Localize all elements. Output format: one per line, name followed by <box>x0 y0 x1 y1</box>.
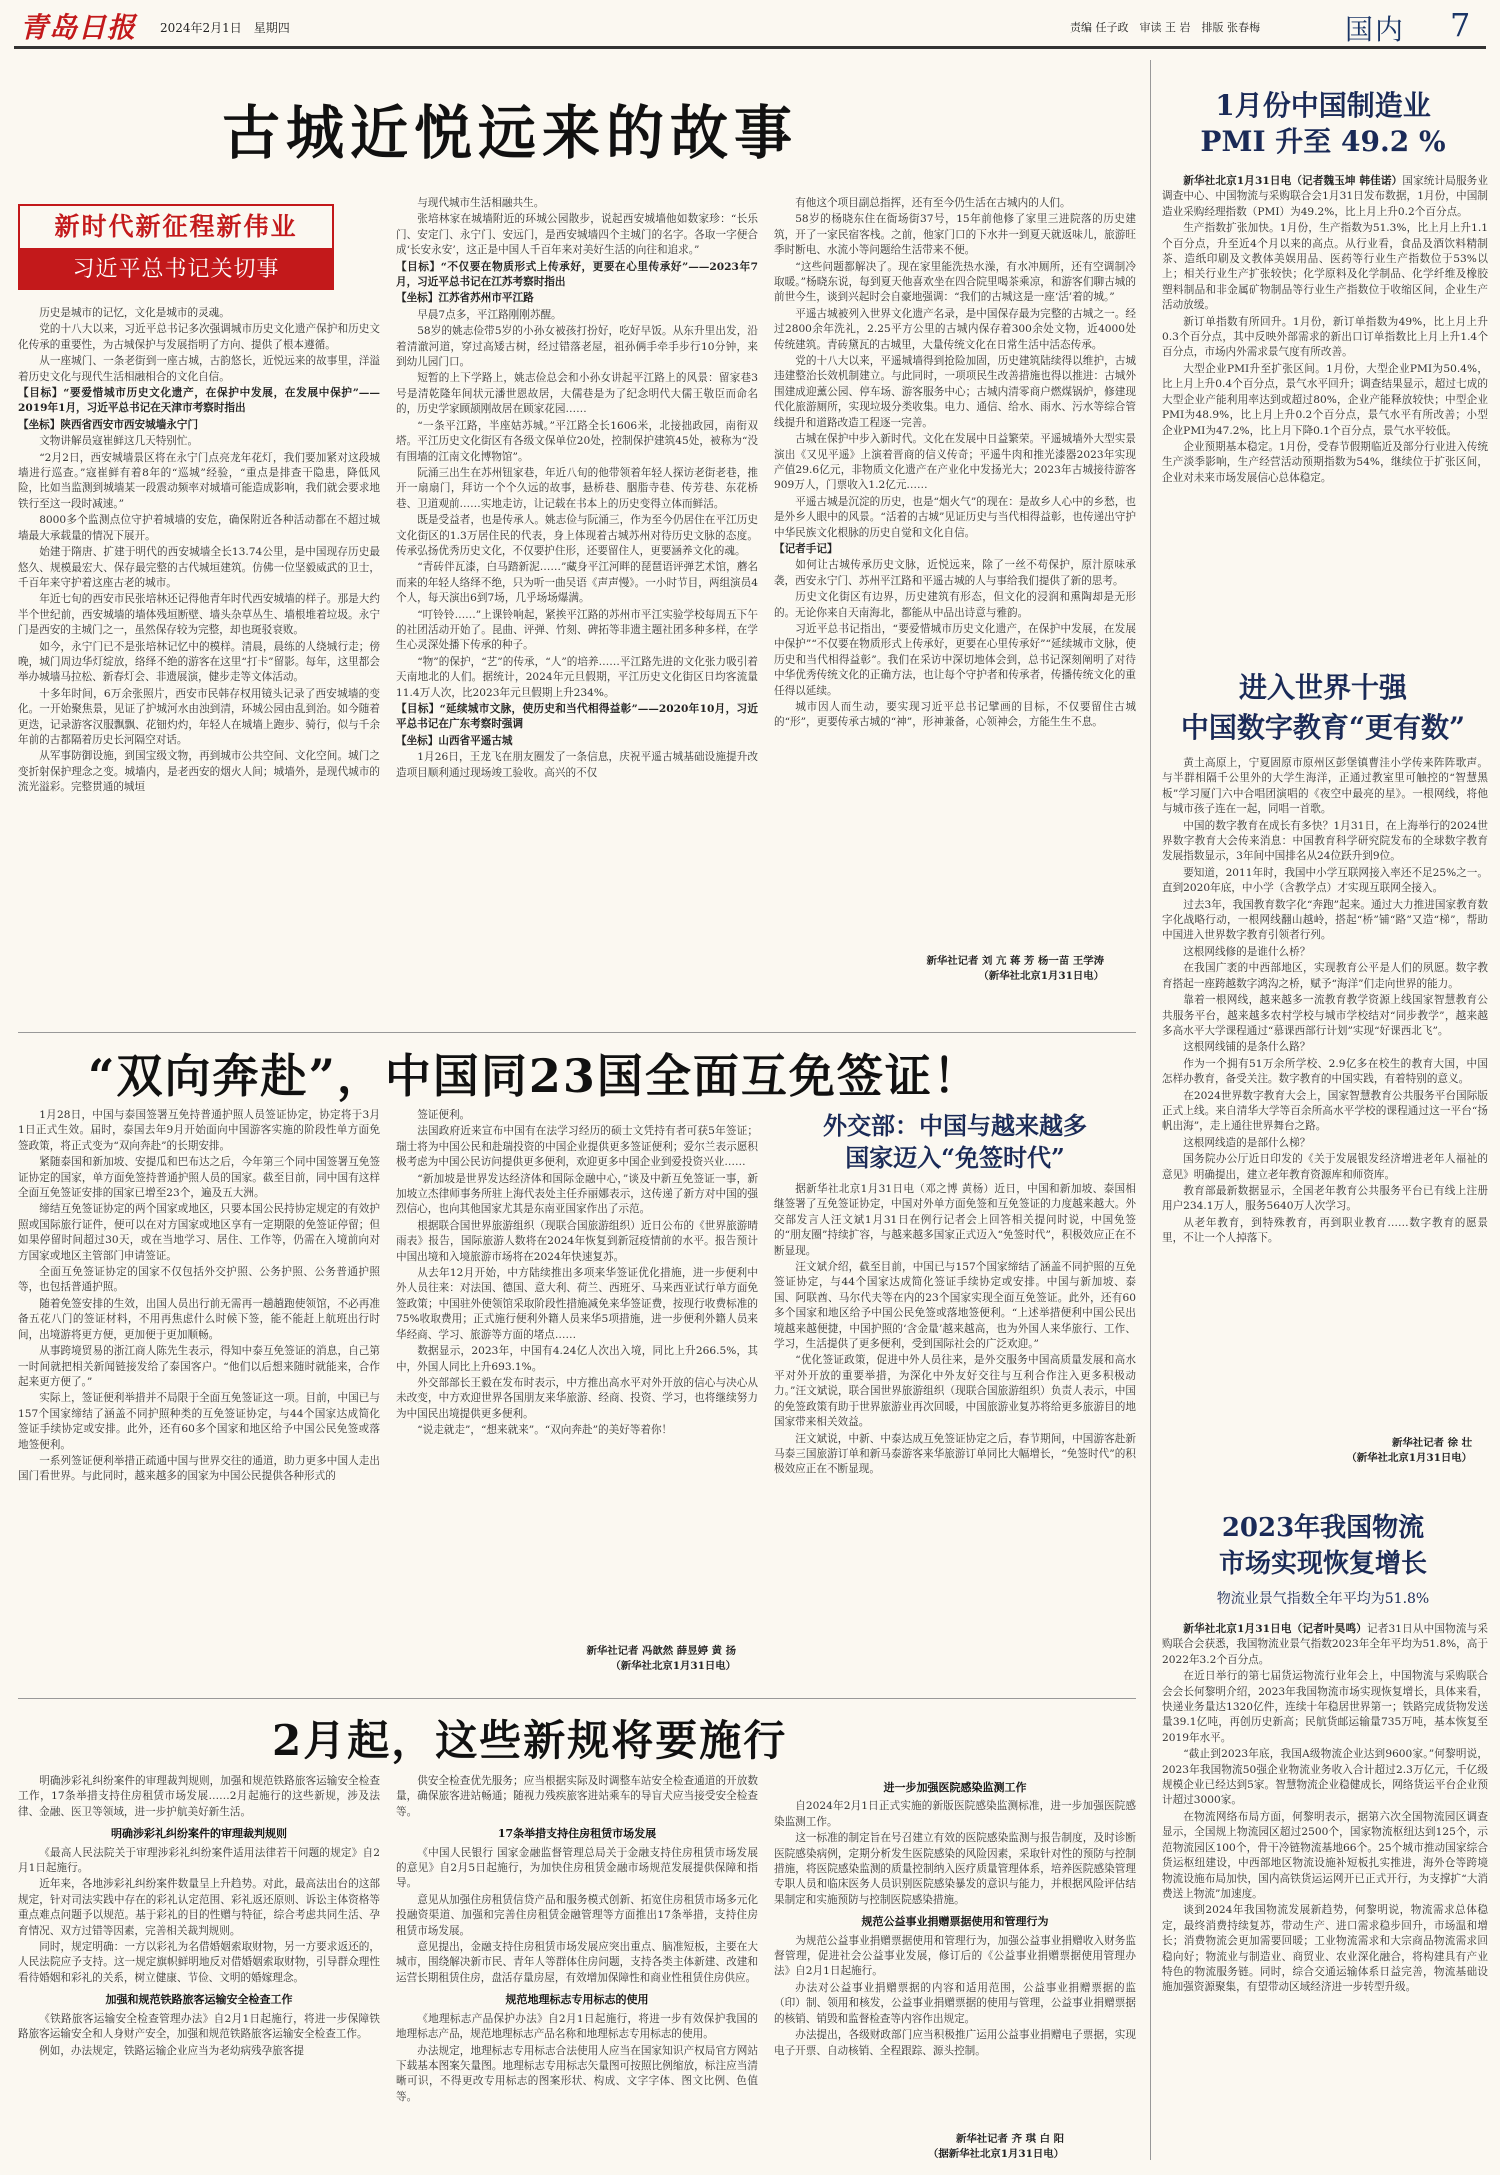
paragraph: “优化签证政策，促进中外人员往来，是外交服务中国高质量发展和高水平对外开放的重要举措，为深化中外友好交往与互利合作注入更多积极动力。”汪文斌说，联合国世界旅游组织（现联合国旅游组织）负责人表示，中国的免签政策有助于世界旅游业再次回暖，中国旅游业复苏将给更多旅游目的地国家带来相关效益。 <box>774 1354 1136 1429</box>
paragraph: 例如，办法规定，铁路运输企业应当为老幼病残孕旅客提 <box>39 2044 305 2057</box>
page-number: 7 <box>1450 6 1471 44</box>
paragraph: 签证便利。 <box>417 1109 471 1121</box>
paragraph: 黄土高原上，宁夏固原市原州区彭堡镇曹洼小学传来阵阵歌声。与半群相隔千公里外的大学生海洋，正通过教室里可触控的“智慧黑板”学习厦门六中合唱团演唱的《夜空中最亮的星》。一根网线，将他与城市孩子连在一起，同唱一首歌。 <box>1162 757 1488 816</box>
pmi-title-line1: 1月份中国制造业 <box>1215 89 1431 122</box>
paragraph: 有他这个项目副总指挥，还有至今仍生活在古城内的人们。 <box>795 197 1071 209</box>
subheading: 规范公益事业捐赠票据使用和管理行为 <box>861 1915 1049 1929</box>
paragraph: 近年来，各地涉彩礼纠纷案件数量呈上升趋势。对此，最高法出台的这部规定，针对司法实践中存在的彩礼认定范围、彩礼返还原则、诉讼主体资格等重点难点问题予以规范。基于彩礼的目的性赠与特征，综合考虑共同生活、孕育情况、双方过错等因素，完善相关裁判规则。 <box>18 1878 380 1937</box>
paragraph: 汪文斌介绍，截至目前，中国已与157个国家缔结了涵盖不同护照的互免签证协定，与44个国家达成简化签证手续协定或安排。中国与新加坡、泰国、阿联酋、马尔代夫等在内的23个国家实现全面互免签证。此外，还有60多个国家和地区给予中国公民免签或落地签便利。“上述举措便利中国公民出境越来越便捷，中国护照的‘含金量’越来越高，也为外国人来华旅行、工作、学习，生活提供了更多便利，受到国际社会的广泛欢迎。” <box>774 1261 1136 1351</box>
visa-column-1 <box>18 1108 380 1688</box>
rules-column-1 <box>18 1774 380 2169</box>
paragraph: 在物流网络布局方面，何黎明表示，据第六次全国物流园区调查显示，全国规上物流园区超过2500个，国家物流枢纽达到125个，示范物流园区100个，骨干冷链物流基地66个。25个城市推动国家综合货运枢纽建设，中西部地区物流设施补短板扎实推进，海外仓等跨境物流设施布局加快，国内高铁货运运网开已正式开行，为支撑扩“大消费送上物流”加速度。 <box>1162 1810 1488 1900</box>
paragraph: 法国政府近来宣布中国有在法学习经历的硕士文凭持有者可获5年签证；瑞士将为中国公民和赴瑞投资的中国企业提供更多签证便利；爱尔兰表示愿积极考虑为中国公民访问提供更多便利，欢迎更多中国企业到爱投资兴业…… <box>396 1125 758 1169</box>
pmi-title-line2: PMI 升至 49.2 % <box>1200 125 1446 158</box>
paragraph: 明确涉彩礼纠纷案件的审理裁判规则，加强和规范铁路旅客运输安全检查工作，17条举措支持住房租赁市场发展……2月起施行的这些新规，涉及法律、金融、医卫等领域，进一步护航美好新生活。 <box>18 1775 380 1818</box>
paragraph: 平遥古城是沉淀的历史，也是“烟火气”的现在：是故乡人心中的乡愁，也是外乡人眼中的风景。“活着的古城”见证历史与当代相得益彰，也传递出守护中华民族文化根脉的历史自觉和文化自信。 <box>774 495 1136 539</box>
visa-byline-names: 新华社记者 冯歆然 薛昱婷 黄 扬 <box>586 1645 736 1657</box>
subheading: 规范地理标志专用标志的使用 <box>505 1993 649 2007</box>
paragraph: 为规范公益事业捐赠票据使用和管理行为，加强公益事业捐赠收入财务监督管理，促进社会公益事业发展，修订后的《公益事业捐赠票据使用管理办法》自2月1日起施行。 <box>774 1934 1136 1978</box>
paragraph: 在近日举行的第七届货运物流行业年会上，中国物流与采购联合会会长何黎明介绍，2023年我国物流市场实现恢复增长，具体来看，快递业务量达1320亿件，连续十年稳居世界第一；铁路完成货物发送量39.1亿吨，再创历史新高；民航货邮运输量735万吨，基本恢复至2019年水平。 <box>1162 1670 1488 1744</box>
visa-subtitle-line1: 外交部：中国与越来越多 <box>823 1111 1087 1140</box>
paragraph: 随着免签安排的生效，出国人员出行前无需再一趟趟跑使领馆，不必再准备五花八门的签证材料，不用再焦虑什么时候下签，能不能赶上航班出行时间，出境游将更方便，更加便于更加顺畅。 <box>18 1297 380 1341</box>
paragraph: 外交部部长王毅在发布时表示，中方推出高水平对外开放的信心与决心从未改变，中方欢迎世界各国朋友来华旅游、经商、投资、学习，也将继续努力为中国民出境提供更多便利。 <box>396 1376 758 1420</box>
visa-byline-dateline: （新华社北京1月31日电） <box>610 1660 736 1672</box>
paragraph: 从老年教育，到特殊教育，再到职业教育……数字教育的愿景里，不让一个人掉落下。 <box>1162 1216 1488 1245</box>
paragraph: 这根网线修的是谁什么桥？ <box>1183 945 1311 958</box>
paragraph: 【坐标】山西省平遥古城 <box>396 734 513 747</box>
paragraph: 靠着一根网线，越来越多一流教育教学资源上线国家智慧教育公共服务平台，越来越多农村学校与城市学校结对“同步教学”，越来越多高水平大学课程通过“慕课西部行计划”实现“好课西北飞”。 <box>1162 994 1488 1037</box>
paragraph: 【目标】“要爱惜城市历史文化遗产，在保护中发展，在发展中保护”——2019年1月，习近平总书记在天津市考察时指出 <box>18 387 380 415</box>
edu-title <box>1158 668 1488 748</box>
lead-byline-dateline: （新华社北京1月31日电） <box>978 970 1104 982</box>
paragraph: 阮涌三出生在苏州钮家巷，年近八旬的他带领着年轻人探访老街老巷，推开一扇扇门，拜访一个个久远的故事，悬桥巷、胭脂寺巷、传芳巷、东花桥巷、卫道观前……实地走访，让记载在书本上的历史变得立体而鲜活。 <box>396 466 758 510</box>
paragraph: 1月28日，中国与泰国签署互免持普通护照人员签证协定，协定将于3月1日正式生效。届时，泰国去年9月开始面向中国游客实施的阶段性单方面免签政策，将正式变为“双向奔赴”的长期安排。 <box>18 1109 380 1152</box>
banner-bottom: 习近平总书记关切事 <box>18 250 334 290</box>
subheading: 进一步加强医院感染监测工作 <box>883 1781 1027 1794</box>
editor-line: 责编 任子政 审读 王 岩 排版 张春梅 <box>1070 21 1260 34</box>
paragraph: 从事跨境贸易的浙江商人陈先生表示，得知中泰互免签证的消息，自己第一时间就把相关新闻链接发给了泰国客户。“他们以后想来随时就能来，合作起来更方便了。” <box>18 1345 380 1388</box>
series-banner <box>18 204 334 294</box>
paragraph: 缔结互免签证协定的两个国家或地区，只要本国公民持协定规定的有效护照或国际旅行证件，便可以在对方国家或地区享有一定期限的免签证停留；但如果停留时间超过30天，或在当地学习、居住、工作等，仍需在入境前向对方国家或地区主管部门申请签证。 <box>18 1203 380 1262</box>
paragraph: 1月26日，王龙飞在朋友圈发了一条信息，庆祝平遥古城基础设施提升改造项目顺利通过现场竣工验收。高兴的不仅 <box>396 751 758 779</box>
paragraph: 据新华社北京1月31日电（邓之博 黄杨）近日，中国和新加坡、泰国相继签署了互免签证协定，中国对外单方面免签和互免签证的力度越来越大。外交部发言人汪文斌1月31日在例行记者会上回答相关提问时说，中国免签的“朋友圈”持续扩容，与越来越多国家正式迈入“免签时代”，积极效应正在不断显现。 <box>774 1183 1136 1257</box>
paragraph: 生产指数扩张加快。1月份，生产指数为51.3%，比上月上升1.1个百分点，升至近4个月以来的高点。从行业看，食品及酒饮料精制茶、造纸印刷及文教体美娱用品、医药等行业生产指数位于53%以上；相关行业生产扩张较快；化学原料及化学制品、化学纤维及橡胶塑料制品和非金属矿物制品等行业生产指数位于收缩区间，企业生产活动放缓。 <box>1162 222 1488 312</box>
paragraph: 办法规定，地理标志专用标志合法使用人应当在国家知识产权局官方网站下载基本图案矢量图。地理标志专用标志矢量图可按照比例缩放，标注应当清晰可识，不得更改专用标志的图案形状、构成、文字字体、图文比例、色值等。 <box>396 2044 758 2103</box>
paragraph: 过去3年，我国教育数字化“奔跑”起来。通过大力推进国家教育数字化战略行动，一根网线翻山越岭，搭起“桥”铺“路”又造“梯”，帮助中国进入世界数字教育引领者行列。 <box>1162 898 1488 942</box>
pmi-body <box>1162 174 1488 684</box>
paragraph: 早晨7点多，平江路刚刚苏醒。 <box>417 308 562 321</box>
paragraph: 教育部最新数据显示，全国老年教育公共服务平台已有线上注册用户234.1万人，服务5640万人次学习。 <box>1162 1184 1488 1213</box>
paragraph: 十多年时间，6万余张照片，西安市民韩存权用镜头记录了西安城墙的变化。一开始聚焦景，见证了护城河水由浊到清，环城公园由乱到治。如今随着更迭，记录游客汉服飘飘、花钿灼灼，年轻人在城墙上跑步、骑行，似与千余年前的古都隔着历史长河隔空对话。 <box>18 687 380 746</box>
rules-title: 2月起，这些新规将要施行 <box>272 1716 788 1765</box>
paragraph: 【目标】“不仅要在物质形式上传承好，更要在心里传承好”——2023年7月，习近平总书记在江苏考察时指出 <box>396 260 758 289</box>
paragraph: 数据显示，2023年，中国有4.24亿人次出入境，同比上升266.5%，其中，外国人同比上升693.1%。 <box>396 1345 758 1373</box>
paragraph: 《铁路旅客运输安全检查管理办法》自2月1日起施行，将进一步保障铁路旅客运输安全和人身财产安全，加强和规范铁路旅客运输安全检查工作。 <box>18 2012 380 2041</box>
lead-byline-names: 新华社记者 刘 亢 蒋 芳 杨一苗 王学涛 <box>926 955 1104 967</box>
logistics-body <box>1162 1622 1488 2167</box>
rules-byline-names: 新华社记者 齐 琪 白 阳 <box>956 2133 1064 2145</box>
paragraph-text: 国家统计局服务业调查中心、中国物流与采购联合会1月31日发布数据，1月份，中国制造业采购经理指数（PMI）为49.2%，比上月上升0.2个百分点。 <box>1162 175 1488 218</box>
paragraph: 如今，永宁门已不是张培林记忆中的模样。清晨，晨练的人绕城行走；傍晚，城门周边华灯绽放，络绎不绝的游客在这里“打卡”留影。每年，这里都会举办城墙马拉松、新春灯会、非遗展演，健步走等文体活动。 <box>18 640 380 684</box>
paragraph: 汪文斌说，中新、中泰达成互免签证协定之后，春节期间，中国游客赴新马泰三国旅游订单和新马泰游客来华旅游订单同比大幅增长，“免签时代”的积极效应正在不断显现。 <box>774 1432 1136 1476</box>
paragraph: 城市因人而生动，要实现习近平总书记擘画的目标，不仅要留住古城的“形”，更要传承古城的“神”，形神兼备，心领神会，方能生生不息。 <box>774 701 1136 729</box>
rules-column-3 <box>774 1774 1136 2134</box>
rules-rule-top <box>18 1698 1136 1699</box>
paragraph: 如何让古城传承历史文脉，近悦远来，除了一丝不苟保护，原汁原味承袭，西安永宁门、苏州平江路和平遥古城的人与事给我们提供了新的思考。 <box>774 559 1136 587</box>
lead-column-2 <box>396 196 758 1016</box>
rules-column-2 <box>396 1774 758 2169</box>
paragraph: 【坐标】陕西省西安市西安城墙永宁门 <box>18 418 199 431</box>
paragraph: 历史文化街区有边界，历史建筑有形态，但文化的浸润和熏陶却是无形的。无论你来自天南海北，都能从中品出诗意与雅韵。 <box>774 591 1136 619</box>
paragraph: 办法提出，各级财政部门应当积极推广运用公益事业捐赠电子票据，实现电子开票、自动核销、全程跟踪、源头控制。 <box>774 2029 1136 2057</box>
logistics-lead: 新华社北京1月31日电（记者叶昊鸣） <box>1183 1623 1367 1635</box>
visa-subtitle-line2: 国家迈入“免签时代” <box>845 1143 1065 1172</box>
edu-title-line1: 进入世界十强 <box>1238 671 1407 704</box>
visa-column-2 <box>396 1108 758 1638</box>
paragraph: 短暂的上下学路上，姚志俭总会和小孙女讲起平江路上的风景：留家巷3号是清乾隆年间状元潘世恩故居，大儒巷是为了纪念明代大儒王敬臣而命名的，历史学家顾颉刚故居在顾家花园…… <box>396 372 758 416</box>
lead-title: 古城近悦远来的故事 <box>222 99 799 167</box>
paragraph: 一系列签证便利举措正疏通中国与世界交往的通道，助力更多中国人走出国门看世界。与此同时，越来越多的国家为中国公民提供各种形式的 <box>18 1454 380 1483</box>
newspaper-logo: 青岛日报 <box>20 11 137 44</box>
paragraph: 谈到2024年我国物流发展新趋势，何黎明说，物流需求总体稳定，最终消费持续复苏，带动生产、进口需求稳步回升，市场温和增长；消费物流会更加需要回暖；工业物流需求和大宗商品物流需求回稳向好；物流业与制造业、商贸业、农业深化融合，将构建具有产业特色的物流服务链。同时，综合交通运输体系日益完善，物流基础设施加强资源聚集，有望带动区域经济进一步转型升级。 <box>1162 1904 1488 1994</box>
paragraph: “说走就走”，“想来就来”。“双向奔赴”的美好等着你！ <box>417 1424 673 1437</box>
paragraph: 【坐标】江苏省苏州市平江路 <box>396 292 534 305</box>
paragraph: 习近平总书记指出，“要爱惜城市历史文化遗产，在保护中发展，在发展中保护”“不仅要在物质形式上传承好，更要在心里传承好”“延续城市文脉，使历史和当代相得益彰”。我们在采访中深切地体会到，总书记深刻阐明了对待中华优秀传统文化的正确方法，也让每个守护者和传承者，传播传统文化的重任得以延续。 <box>774 622 1136 697</box>
paragraph: 与现代城市生活相融共生。 <box>417 197 545 209</box>
paragraph: “新加坡是世界发达经济体和国际金融中心，”谈及中新互免签证一事，新加坡立杰律师事务所驻上海代表处主任乔丽娜表示，这传递了新方对中国的强烈信心，也向其他国家尤其是东南亚国家作出了示范。 <box>396 1172 758 1216</box>
paragraph: 同时，规定明确：一方以彩礼为名借婚姻索取财物，另一方要求返还的，人民法院应予支持。这一规定旗帜鲜明地反对借婚姻索取财物，引导群众理性看待婚姻和彩礼的关系，树立健康、节俭、文明的婚嫁理念。 <box>18 1941 380 1984</box>
logistics-subtitle: 物流业景气指数全年平均为51.8% <box>1216 1591 1430 1607</box>
paragraph: “叮铃铃……”上课铃响起，紧挨平江路的苏州市平江实验学校每周五下午的社团活动开始了。昆曲、评弹、竹刻、碑拓等非遗主题社团多种多样，在学生心灵深处播下传承的种子。 <box>396 608 758 652</box>
paragraph: 古城在保护中步入新时代。文化在发展中日益繁荣。平遥城墙外大型实景演出《又见平遥》上演着晋商的信义传奇；平遥牛肉和推光漆器2023年实现产值29.6亿元，非物质文化遗产在产业化中发扬光大；2023年古城接待游客909万人，门票收入1.2亿元…… <box>774 433 1136 492</box>
paragraph: 《最高人民法院关于审理涉彩礼纠纷案件适用法律若干问题的规定》自2月1日起施行。 <box>18 1846 380 1875</box>
paragraph: 国务院办公厅近日印发的《关于发展银发经济增进老年人福祉的意见》明确提出，建立老年教育资源库和师资库。 <box>1162 1153 1488 1181</box>
visa-column-3 <box>774 1182 1136 1690</box>
paragraph: 办法对公益事业捐赠票据的内容和适用范围，公益事业捐赠票据的监（印）制、领用和核发，公益事业捐赠票据的使用与管理，公益事业捐赠票据的核销、销毁和监督检查等内容作出规定。 <box>774 1981 1136 2025</box>
paragraph: 作为一个拥有51万余所学校、2.9亿多在校生的教育大国，中国怎样办教育，备受关注。数字教育的中国实践，有着特别的意义。 <box>1162 1057 1488 1086</box>
paragraph: “截止到2023年底，我国A级物流企业达到9600家。”何黎明说，2023年我国物流50强企业物流业务收入合计超过2.3万亿元，千亿级规模企业已经达到5家。智慧物流企业稳健成长，网络货运平台企业预计超过3000家。 <box>1162 1748 1488 1807</box>
paragraph: 这根网线铺的是条什么路？ <box>1183 1041 1311 1054</box>
paragraph: 始建于隋唐、扩建于明代的西安城墙全长13.74公里，是中国现存历史最悠久、规模最宏大、保存最完整的古代城垣建筑。仿佛一位坚毅威武的卫士，千百年来守护着这座古老的城市。 <box>18 546 380 589</box>
edu-byline <box>1162 1436 1472 1466</box>
paragraph: 要知道，2011年时，我国中小学互联网接入率还不足25%之一。直到2020年底，中小学（含教学点）才实现互联网全接入。 <box>1162 866 1488 895</box>
rules-byline-dateline: （据新华社北京1月31日电） <box>928 2148 1064 2160</box>
paragraph: 平遥古城被列入世界文化遗产名录，是中国保存最为完整的古城之一。经过2800余年洗礼，2.25平方公里的古城内保存着300余处文物，近4000处传统建筑。青砖黛瓦的古城里，大量传统文化在日常生活中活态传承。 <box>774 307 1136 351</box>
logistics-title <box>1158 1510 1488 1582</box>
paragraph: 中国的数字教育在成长有多快？1月31日，在上海举行的2024世界数字教育大会传来消息：中国教育科学研究院发布的全球数字教育发展指数显示，3年间中国排名从24位跃升到9位。 <box>1162 819 1488 863</box>
paragraph: 大型企业PMI升至扩张区间。1月份，大型企业PMI为50.4%，比上月上升0.4个百分点，景气水平回升；调查结果显示，超过七成的大型企业产能利用率达到或超过80%，企业产能释放较快；中型企业PMI为48.9%，比上月上升0.2个百分点，景气水平有所改善；小型企业PMI为47.2%，比上月下降0.1个百分点，景气水平较低。 <box>1162 362 1488 437</box>
banner-top: 新时代新征程新伟业 <box>18 204 334 250</box>
paragraph: 这根网线造的是部什么梯？ <box>1183 1136 1311 1149</box>
edu-body <box>1162 756 1488 1436</box>
pmi-title <box>1158 88 1488 160</box>
paragraph: 全面互免签证协定的国家不仅包括外交护照、公务护照、公务普通护照等，也包括普通护照。 <box>18 1266 380 1294</box>
subheading: 加强和规范铁路旅客运输安全检查工作 <box>105 1993 293 2007</box>
paragraph: 供安全检查优先服务；应当根据实际及时调整车站安全检查通道的开放数量，确保旅客进站畅通；随视力残疾旅客进站乘车的导盲犬应当接受安全检查等。 <box>396 1775 758 1818</box>
paragraph: 这一标准的制定旨在号召建立有效的医院感染监测与报告制度，及时诊断医院感染病例，定期分析发生医院感染的风险因素，采取针对性的预防与控制措施，将医院感染监测的质量控制纳入医疗质量管理体系，培养医院感染管理专职人员和临床医务人员识别医院感染暴发的意识与能力，并根据风险评估结果制定和实施预防与控制医院感染措施。 <box>774 1832 1136 1906</box>
lead-column-3 <box>774 196 1136 956</box>
paragraph: 8000多个监测点位守护着城墙的安危，确保附近各种活动都在不超过城墙最大承载量的情况下展开。 <box>18 514 380 542</box>
visa-rule-top <box>18 1032 1136 1033</box>
lead-byline <box>774 954 1104 984</box>
paragraph: 党的十八大以来，习近平总书记多次强调城市历史文化遗产保护和历史文化传承的重要性，为古城保护与发展指明了方向、提供了根本遵循。 <box>18 323 380 351</box>
paragraph: 从军事防御设施，到国宝级文物，再到城市公共空间、文化空间。城门之变折射保护理念之变。城墙内，是老西安的烟火人间；城墙外，是现代城市的流光溢彩。完整贯通的城垣 <box>18 750 380 794</box>
paragraph: 意见从加强住房租赁信贷产品和服务模式创新、拓宽住房租赁市场多元化投融资渠道、加强和完善住房租赁金融管理等方面推出17条举措，支持住房租赁市场发展。 <box>396 1893 758 1937</box>
paragraph: 新订单指数有所回升。1月份，新订单指数为49%，比上月上升0.3个百分点，其中反映外部需求的新出口订单指数比上月上升1.4个百分点，市场内外需求景气度有所改善。 <box>1162 315 1488 359</box>
paragraph: “青砖伴瓦漆，白马踏新泥……”藏身平江河畔的琵琶语评弹艺术馆，蘑名而来的年轻人络绎不绝，只为听一曲吴语《声声慢》。一小时节目，两组演员4个人，每天演出6到7场，几乎场场爆满。 <box>396 561 758 605</box>
section-name: 国内 <box>1345 13 1406 46</box>
visa-title: “双向奔赴”，中国同23国全面互免签证！ <box>88 1049 981 1103</box>
paragraph: 文物讲解员寇崔鲜这几天特别忙。 <box>39 435 199 448</box>
rules-byline <box>774 2132 1064 2162</box>
paragraph: 从去年12月开始，中方陆续推出多项来华签证优化措施，进一步便利中外人员往来：对法国、德国、意大利、荷兰、西班牙、马来西亚试行单方面免签政策；中国驻外使领馆采取阶段性措施减免来华签证费，按现行收费标准的75%收取费用；正式施行便利外籍人员来华5项措施，进一步便利外籍人员来华经商、学习、旅游等方面的堵点…… <box>396 1267 758 1341</box>
paragraph: 党的十八大以来，平遥城墙得到抢险加固，历史建筑陆续得以维护，古城违建整治长效机制建立。与此同时，一项项民生改善措施也得以推进：古城外围建成迎薰公园、停车场、游客服务中心；古城内清零商户燃煤锅炉，修建现代化旅游厕所，实现垃圾分类收集。电力、通信、给水、雨水、污水等综合管线提升和道路改造工程逐一完善。 <box>774 355 1136 429</box>
edu-byline-names: 新华社记者 徐 壮 <box>1392 1437 1472 1449</box>
paragraph: “这些问题都解决了。现在家里能洗热水澡，有水冲厕所，还有空调制冷取暖。”杨晓东说，每到夏天他喜欢坐在四合院里喝茶乘凉，和游客们聊古城的前世今生，谈到兴起时会自豪地强调：“我们的古城这是一座‘活’着的城。” <box>774 260 1136 304</box>
logistics-title-line2: 市场实现恢复增长 <box>1218 1549 1427 1579</box>
paragraph: 年近七旬的西安市民张培林还记得他青年时代西安城墙的样子。那是大约半个世纪前，西安城墙的墙体残垣断壁、墙头杂草丛生、墙根堆着垃圾。永宁门是西安的主城门之一，虽然保存较为完整，却也斑驳衰败。 <box>18 593 380 637</box>
paragraph: 在2024世界数字教育大会上，国家智慧教育公共服务平台国际版正式上线。来自清华大学等百余所高水平学校的课程通过这一平台“扬帆出海”，走上通往世界舞台之路。 <box>1162 1089 1488 1133</box>
paragraph: 企业预期基本稳定。1月份，受春节假期临近及部分行业进入传统生产淡季影响，生产经营活动预期指数为54%，继续位于扩张区间，企业对未来市场发展信心总体稳定。 <box>1162 440 1488 484</box>
paragraph: 【记者手记】 <box>774 542 838 555</box>
paragraph: 张培林家在城墙附近的环城公园散步，说起西安城墙他如数家珍：“长乐门、安定门、永宁门、安远门，是西安城墙四个主城门的名字。各取一字便合成‘长安永安’，这正是中国人千百年来对美好生活的向往和追求。” <box>396 213 758 257</box>
paragraph: 《中国人民银行 国家金融监督管理总局关于金融支持住房租赁市场发展的意见》自2月5日起施行，为加快住房租赁金融市场规范发展提供保障和指导。 <box>396 1846 758 1890</box>
pmi-lead: 新华社北京1月31日电（记者魏玉坤 韩佳诺） <box>1183 175 1403 187</box>
column-rule <box>1150 60 1151 2160</box>
edu-title-line2: 中国数字教育“更有数” <box>1180 711 1466 744</box>
paragraph: 实际上，签证便利举措并不局限于全面互免签证这一项。目前，中国已与157个国家缔结了涵盖不同护照种类的互免签证协定，与44个国家达成简化签证手续协定或安排。此外，还有60多个国家和地区给予中国公民免签或落地签便利。 <box>18 1392 380 1451</box>
paragraph: “一条平江路，半座姑苏城。”平江路全长1606米，北接拙政园，南衔双塔。平江历史文化街区有各级文保单位20处，控制保护建筑45处，被称为“没有围墙的江南文化博物馆”。 <box>396 419 758 463</box>
subheading: 明确涉彩礼纠纷案件的审理裁判规则 <box>111 1827 287 1841</box>
paragraph: 在我国广袤的中西部地区，实现教育公平是人们的夙愿。数字教育搭起一座跨越数字鸿沟之桥，赋予“海洋”们走向世界的能力。 <box>1162 962 1488 990</box>
paragraph: “2月2日，西安城墙景区将在永宁门点亮龙年花灯，我们要加紧对这段城墙进行巡查。”寇崔鲜有着8年的“巡城”经验，“重点是排查干隐患，降低风险，比如当监测到城墙某一段震动频率对城墙可能造成影响，我们就会要求地铁行至这一段时减速。” <box>18 451 380 510</box>
paragraph: 《地理标志产品保护办法》自2月1日起施行，将进一步有效保护我国的地理标志产品，规范地理标志产品名称和地理标志专用标志的使用。 <box>396 2012 758 2041</box>
paragraph: 自2024年2月1日正式实施的新版医院感染监测标准，进一步加强医院感染监测工作。 <box>774 1800 1136 1828</box>
paragraph: 从一座城门、一条老街到一座古城，古韵悠长，近悦远来的故事里，洋溢着历史文化与现代生活相融相合的文化自信。 <box>18 355 380 383</box>
paragraph: “物”的保护，“艺”的传承，“人”的培养……平江路先进的文化张力吸引着天南地北的人们。据统计，2024年元旦假期，平江历史文化街区日均客流量11.4万人次，比2023年元旦假期上升234%。 <box>396 655 758 699</box>
paragraph: 意见提出，金融支持住房租赁市场发展应突出重点、脑准短板，主要在大城市，围绕解决新市民、青年人等群体住房问题，支持各类主体新建、改建和运营长期租赁住房，盘活存量房屋，有效增加保障性和商业性租赁住房供应。 <box>396 1941 758 1984</box>
paragraph-text: 记者31日从中国物流与采购联合会获悉，我国物流业景气指数2023年全年平均为51.8%，高于2022年3.2个百分点。 <box>1162 1623 1488 1666</box>
visa-byline <box>396 1644 736 1674</box>
paragraph: 58岁的姚志俭带5岁的小孙女被孩打扮好，吃好早饭。从东升里出发，沿着清澈河道，穿过高矮古树，经过错落老屋，祖孙俩手牵手步行10分钟，来到幼儿园门口。 <box>396 325 758 369</box>
edu-byline-dateline: （新华社北京1月31日电） <box>1346 1452 1472 1464</box>
subheading: 17条举措支持住房租赁市场发展 <box>497 1827 657 1841</box>
issue-date: 2024年2月1日 星期四 <box>160 21 290 35</box>
paragraph: 【目标】“延续城市文脉，使历史和当代相得益彰”——2020年10月，习近平总书记在广东考察时强调 <box>396 703 758 731</box>
visa-subtitle <box>774 1110 1136 1174</box>
paragraph: 58岁的杨晓东住在衙场街37号，15年前他修了家里三进院落的历史建筑，开了一家民宿客栈。之前，他家门口的下水井一到夏天就返味儿，旅游旺季时断电、水流小等问题给生活带来不便。 <box>774 213 1136 257</box>
paragraph: 历史是城市的记忆，文化是城市的灵魂。 <box>39 307 230 319</box>
masthead <box>0 0 1500 48</box>
paragraph: 既是受益者，也是传承人。姚志俭与阮涌三，作为至今仍居住在平江历史文化街区的1.3万居住民的代表，身上体现着古城苏州对待历史文脉的态度。传承弘扬优秀历史文化，不仅要护住形，还要留住人，更要涵养文化的魂。 <box>396 514 758 557</box>
masthead-rule <box>14 46 1486 49</box>
paragraph: 紧随泰国和新加坡、安提瓜和巴布达之后，今年第三个同中国签署互免签证协定的国家，单方面免签持普通护照人员的国家。截至目前，同中国有这样全面互免签证安排的国家已增至23个，遍及五大洲。 <box>18 1156 380 1200</box>
lead-column-1 <box>18 306 380 1016</box>
paragraph: 根据联合国世界旅游组织（现联合国旅游组织）近日公布的《世界旅游晴雨表》报告，国际旅游人数将在2024年恢复到新冠疫情前的水平。报告预计中国出境和入境旅游市场将在2024年快速复苏。 <box>396 1219 758 1263</box>
logistics-title-line1: 2023年我国物流 <box>1221 1513 1425 1543</box>
